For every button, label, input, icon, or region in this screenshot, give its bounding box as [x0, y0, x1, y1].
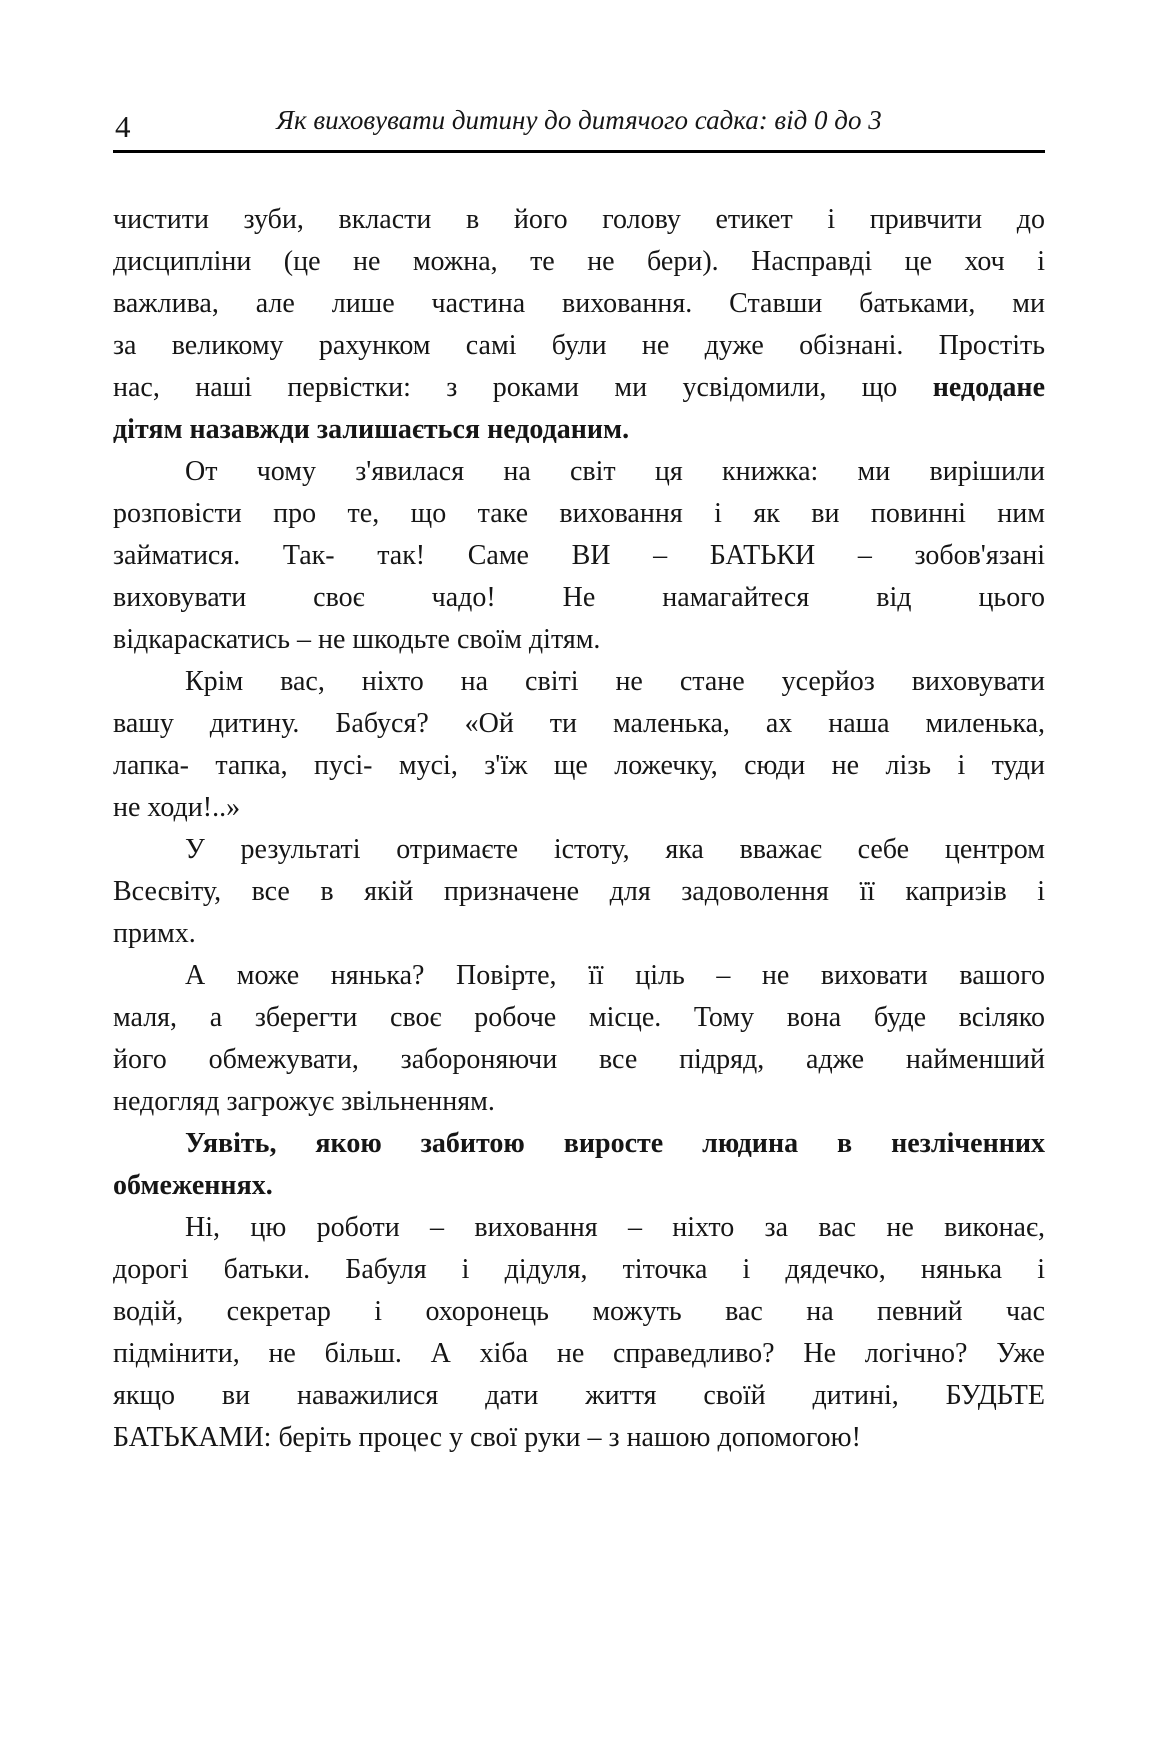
text-line [113, 1039, 1045, 1081]
text-segment: за великому рахунком самі були не дуже обізнані. Простіть [113, 330, 1045, 361]
text-segment: От чому з'явилася на світ ця книжка: ми вирішили [185, 456, 1045, 487]
paragraph [113, 1207, 1045, 1459]
text-segment: Всесвіту, все в якій призначене для задоволення її капризів і [113, 876, 1045, 907]
text-segment: У результаті отримаєте істоту, яка вважає себе центром [185, 834, 1045, 865]
book-page [0, 100, 1158, 1754]
page-number: 4 [115, 109, 131, 144]
text-line [113, 451, 1045, 493]
text-segment: дисципліни (це не можна, те не бери). Насправді це хоч і [113, 246, 1045, 277]
bold-text-segment: Уявіть, якою забитою виросте людина в незліченних [185, 1128, 1045, 1159]
text-line [113, 1417, 1045, 1459]
text-segment: розповісти про те, що таке виховання і як ви повинні ним [113, 498, 1045, 529]
text-segment: лапка- тапка, пусі- мусі, з'їж ще ложечку, сюди не лізь і туди [113, 750, 1045, 781]
text-segment: займатися. Так- так! Саме ВИ – БАТЬКИ – зобов'язані [113, 540, 1045, 571]
text-line [113, 1291, 1045, 1333]
text-line [113, 829, 1045, 871]
text-segment: Ні, цю роботи – виховання – ніхто за вас не виконає, [185, 1212, 1045, 1243]
text-line [113, 661, 1045, 703]
text-segment: чистити зуби, вкласти в його голову етикет і привчити до [113, 204, 1045, 235]
text-line [113, 871, 1045, 913]
page-body [113, 199, 1045, 1459]
text-line [113, 1333, 1045, 1375]
text-line [113, 1375, 1045, 1417]
text-line [113, 409, 1045, 451]
paragraph [113, 199, 1045, 451]
paragraph [113, 955, 1045, 1123]
bold-text-segment: недодане [932, 372, 1045, 403]
text-line [113, 1165, 1045, 1207]
text-line [113, 619, 1045, 661]
text-segment: вашу дитину. Бабуся? «Ой ти маленька, ах наша миленька, [113, 708, 1045, 739]
bold-text-segment: дітям назавжди залишається недоданим. [113, 414, 630, 445]
paragraph [113, 661, 1045, 829]
text-segment: виховувати своє чадо! Не намагайтеся від цього [113, 582, 1045, 613]
text-segment: відкараскатись – не шкодьте своїм дітям. [113, 624, 601, 655]
text-segment: БАТЬКАМИ: беріть процес у свої руки – з нашою допомогою! [113, 1422, 861, 1453]
paragraph [113, 451, 1045, 661]
text-line [113, 1081, 1045, 1123]
text-segment: водій, секретар і охоронець можуть вас на певний час [113, 1296, 1045, 1327]
paragraph [113, 1123, 1045, 1207]
text-line [113, 577, 1045, 619]
text-line [113, 199, 1045, 241]
text-segment: якщо ви наважилися дати життя своїй дитині, БУДЬТЕ [113, 1380, 1045, 1411]
bold-text-segment: обмеженнях. [113, 1170, 273, 1201]
text-segment: Крім вас, ніхто на світі не стане усерйоз виховувати [185, 666, 1045, 697]
paragraph [113, 829, 1045, 955]
text-line [113, 367, 1045, 409]
text-segment: маля, а зберегти своє робоче місце. Тому вона буде всіляко [113, 1002, 1045, 1033]
text-segment: дорогі батьки. Бабуля і дідуля, тіточка і дядечко, нянька і [113, 1254, 1045, 1285]
running-title: Як виховувати дитину до дитячого садка: від 0 до 3 [276, 105, 882, 135]
text-line [113, 493, 1045, 535]
text-line [113, 787, 1045, 829]
text-segment: нас, наші первістки: з роками ми усвідомили, що [113, 372, 933, 403]
text-line [113, 745, 1045, 787]
text-segment: недогляд загрожує звільненням. [113, 1086, 495, 1117]
text-segment: важлива, але лише частина виховання. Ставши батьками, ми [113, 288, 1045, 319]
text-segment: примх. [113, 918, 196, 949]
text-line [113, 703, 1045, 745]
text-line [113, 283, 1045, 325]
text-segment: А може нянька? Повірте, її ціль – не виховати вашого [185, 960, 1045, 991]
text-segment: підмінити, не більш. А хіба не справедливо? Не логічно? Уже [113, 1338, 1045, 1369]
text-segment: не ходи!..» [113, 792, 241, 823]
page-header [113, 100, 1045, 153]
text-line [113, 241, 1045, 283]
text-line [113, 535, 1045, 577]
text-line [113, 325, 1045, 367]
text-line [113, 1123, 1045, 1165]
text-segment: його обмежувати, забороняючи все підряд, адже найменший [113, 1044, 1045, 1075]
text-line [113, 1249, 1045, 1291]
text-line [113, 955, 1045, 997]
text-line [113, 1207, 1045, 1249]
text-line [113, 997, 1045, 1039]
text-line [113, 913, 1045, 955]
